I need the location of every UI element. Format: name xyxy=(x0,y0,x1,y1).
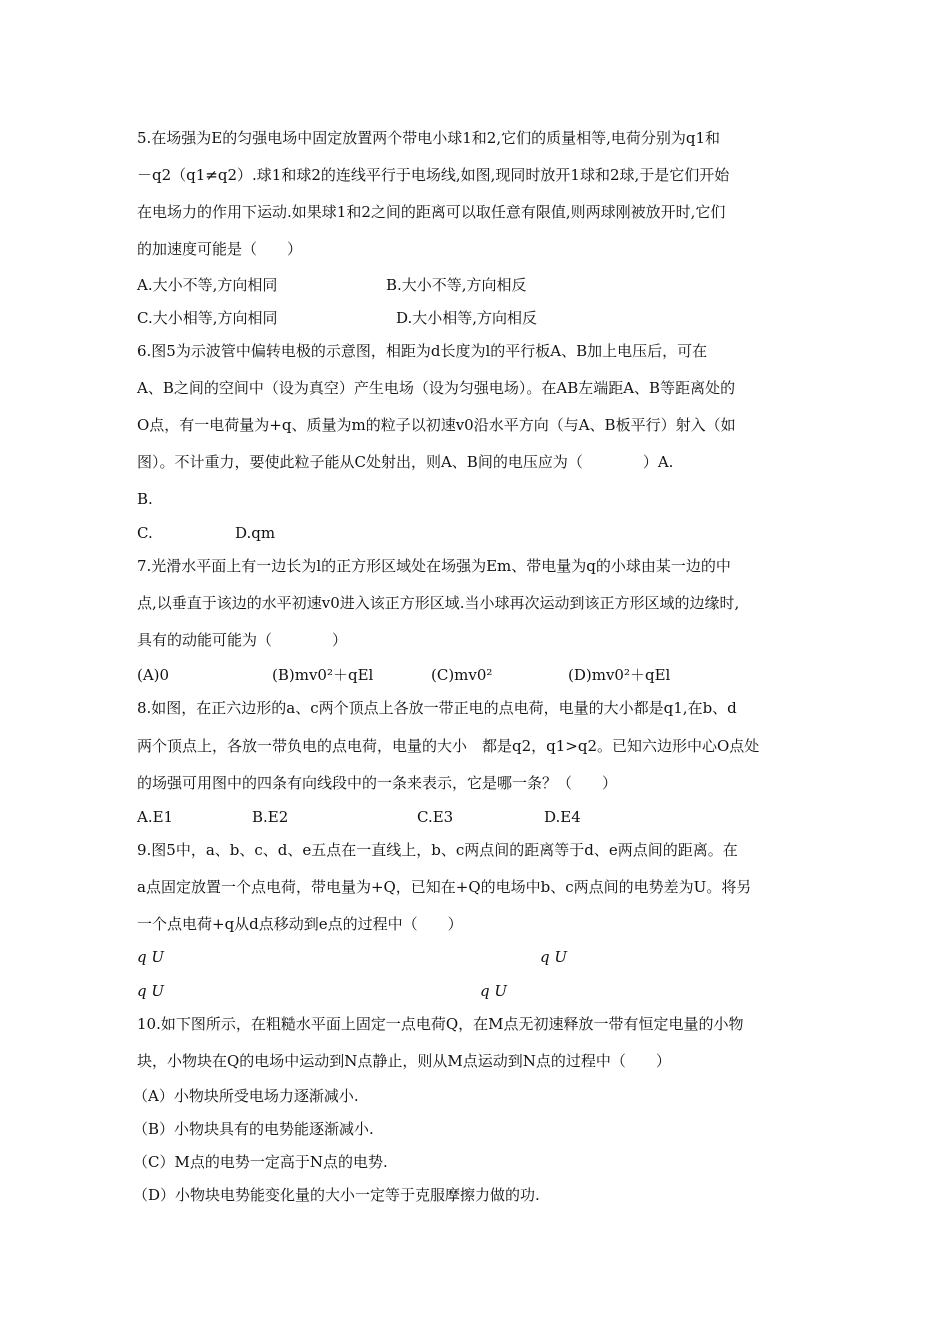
q6-line-1: 6.图5为示波管中偏转电极的示意图，相距为d长度为l的平行板A、B加上电压后，可在 xyxy=(137,342,708,360)
q8-option-a: A.E1 xyxy=(137,808,174,826)
q7-option-c: (C)mv0² xyxy=(431,666,493,684)
q9-option-c: q U xyxy=(137,982,165,1000)
q5-line-3: 在电场力的作用下运动.如果球1和2之间的距离可以取任意有限值,则两球刚被放开时,它们 xyxy=(137,203,726,221)
q7-line-2: 点,以垂直于该边的水平初速v0进入该正方形区域.当小球再次运动到该正方形区域的边缘时, xyxy=(137,594,740,612)
q9-option-a: q U xyxy=(137,948,165,966)
q5-option-a: A.大小不等,方向相同 xyxy=(137,276,278,294)
q6-line-4: 图）。不计重力，要使此粒子能从C处射出，则A、B间的电压应为（ ）A. xyxy=(137,453,674,471)
q10-option-d: （D）小物块电势能变化量的大小一定等于克服摩擦力做的功. xyxy=(133,1186,540,1204)
q5-line-2: －q2（q1≠q2）.球1和球2的连线平行于电场线,如图,现同时放开1球和2球,于是它们开始 xyxy=(137,166,730,184)
q9-line-1: 9.图5中，a、b、c、d、e五点在一直线上，b、c两点间的距离等于d、e两点间的距离。在 xyxy=(137,841,738,859)
q6-option-c: C. xyxy=(137,524,153,542)
q10-line-1: 10.如下图所示，在粗糙水平面上固定一点电荷Q，在M点无初速释放一带有恒定电量的小物 xyxy=(137,1015,744,1033)
q8-option-d: D.E4 xyxy=(544,808,581,826)
q8-option-c: C.E3 xyxy=(417,808,454,826)
q7-line-1: 7.光滑水平面上有一边长为l的正方形区域处在场强为Em、带电量为q的小球由某一边的中 xyxy=(137,557,731,575)
q5-option-c: C.大小相等,方向相同 xyxy=(137,309,278,327)
q10-line-2: 块，小物块在Q的电场中运动到N点静止，则从M点运动到N点的过程中（ ） xyxy=(137,1052,671,1070)
q9-option-d: q U xyxy=(480,982,508,1000)
q6-option-b: B. xyxy=(137,490,153,508)
q7-option-a: (A)0 xyxy=(137,666,170,684)
q9-option-b: q U xyxy=(540,948,568,966)
q8-line-3: 的场强可用图中的四条有向线段中的一条来表示，它是哪一条？（ ） xyxy=(137,774,618,792)
q5-line-1: 5.在场强为E的匀强电场中固定放置两个带电小球1和2,它们的质量相等,电荷分别为q1和 xyxy=(137,129,721,147)
q10-option-c: （C）M点的电势一定高于N点的电势. xyxy=(133,1153,388,1171)
q5-option-b: B.大小不等,方向相反 xyxy=(386,276,527,294)
q7-option-b: (B)mv0²＋qEl xyxy=(272,666,374,684)
q9-line-3: 一个点电荷+q从d点移动到e点的过程中（ ） xyxy=(137,915,463,933)
q6-line-3: O点，有一电荷量为+q、质量为m的粒子以初速v0沿水平方向（与A、B板平行）射入（如 xyxy=(137,416,736,434)
q10-option-b: （B）小物块具有的电势能逐渐减小. xyxy=(133,1120,374,1138)
q7-line-3: 具有的动能可能为（ ） xyxy=(137,631,348,649)
q6-option-d: D.qm xyxy=(235,524,276,542)
q8-option-b: B.E2 xyxy=(252,808,289,826)
q6-line-2: A、B之间的空间中（设为真空）产生电场（设为匀强电场）。在AB左端距A、B等距离处的 xyxy=(137,379,736,397)
q5-option-d: D.大小相等,方向相反 xyxy=(396,309,538,327)
q9-line-2: a点固定放置一个点电荷，带电量为+Q，已知在+Q的电场中b、c两点间的电势差为U。将另 xyxy=(137,878,752,896)
q10-option-a: （A）小物块所受电场力逐渐减小. xyxy=(133,1087,359,1105)
q8-line-1: 8.如图，在正六边形的a、c两个顶点上各放一带正电的点电荷，电量的大小都是q1,在b、d xyxy=(137,699,737,717)
q5-line-4: 的加速度可能是（ ） xyxy=(137,240,303,258)
q8-line-2: 两个顶点上，各放一带负电的点电荷，电量的大小 都是q2，q1>q2。已知六边形中心O点处 xyxy=(137,737,760,755)
q7-option-d: (D)mv0²＋qEl xyxy=(568,666,671,684)
